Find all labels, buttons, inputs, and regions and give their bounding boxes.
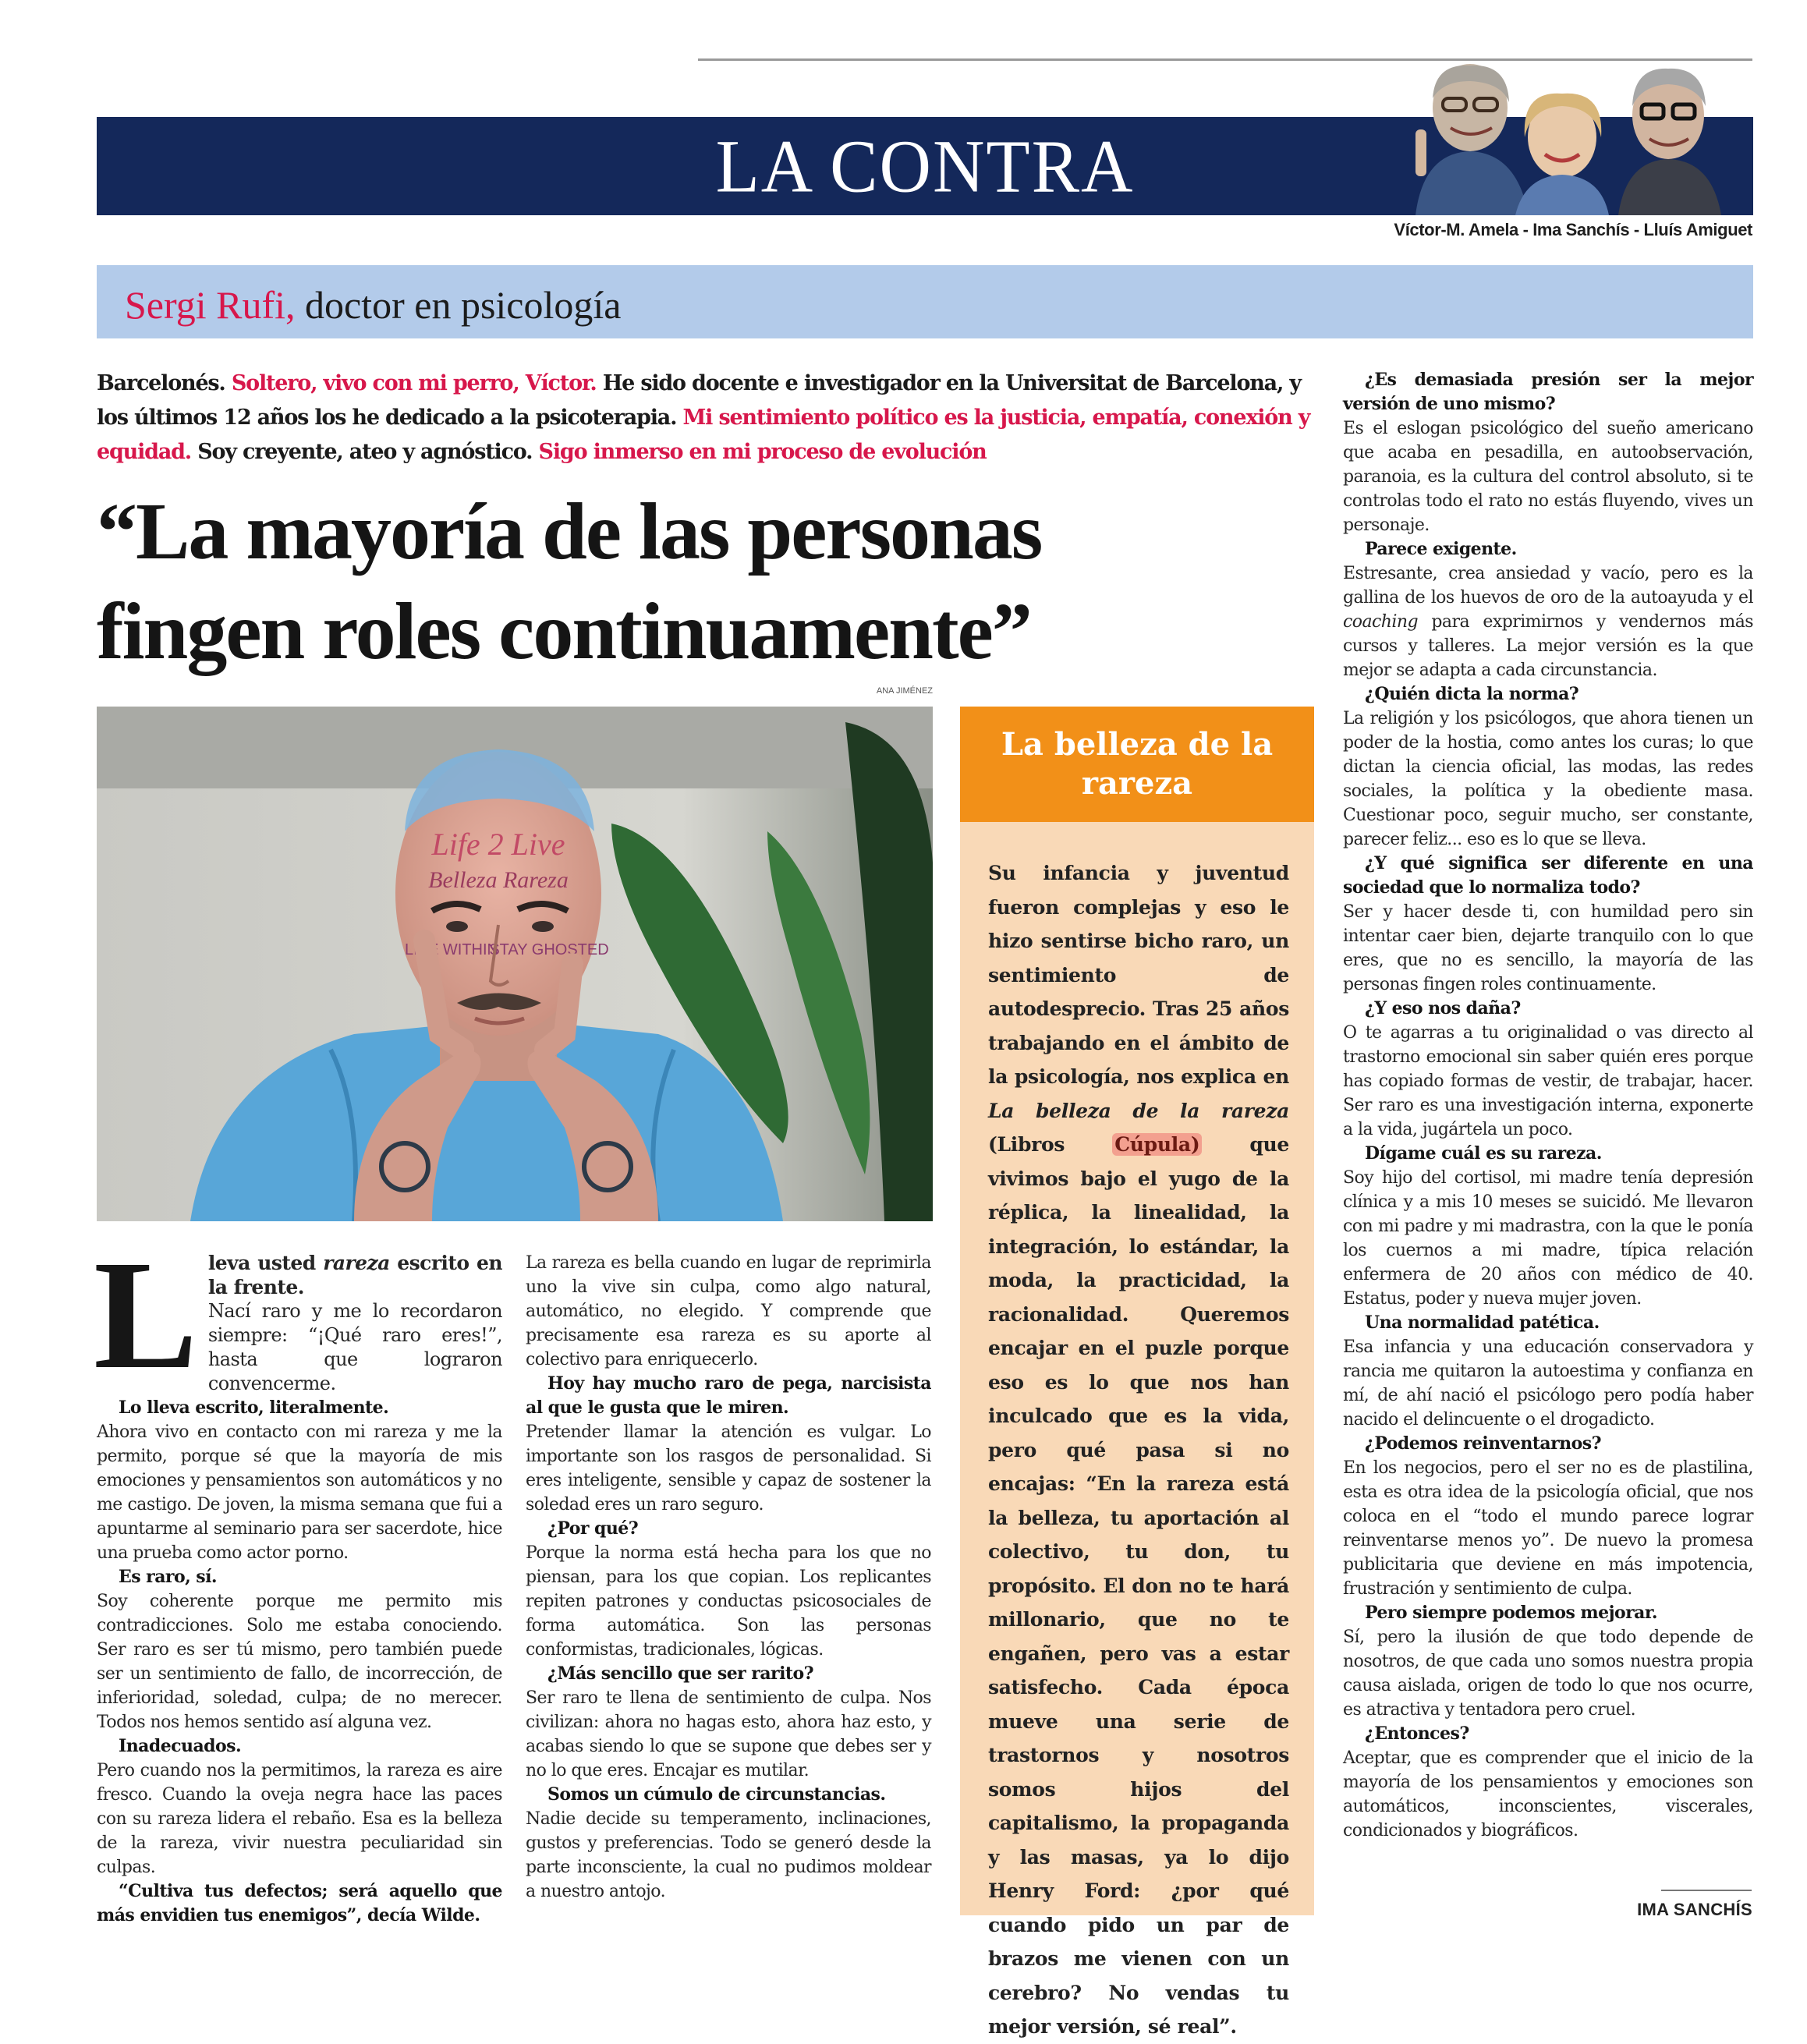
question: Parece exigente. <box>1365 539 1517 559</box>
answer-emphasis: coaching <box>1343 612 1419 632</box>
sidebar-text: Su infancia y juventud fueron complejas y eso le hizo sentirse bicho raro, un sentimiento de autodesprecio. Tras 25 años trabajando en el ámbito de la psicología, nos explica en <box>988 862 1289 1088</box>
answer: La rareza es bella cuando en lugar de reprimirla uno la vive sin culpa, como algo natural, automático, no elegido. Y comprende que precisamente esa rareza es su aporte al colectivo para enriquecerlo. <box>526 1253 931 1369</box>
answer: Esa infancia y una educación conservadora y rancia me quitaron la autoestima y confianza en mí, de ahí nació el psicólogo pero podía haber nacido el delincuente o el drogadicto. <box>1343 1337 1753 1429</box>
lead-question-text: leva usted <box>207 1252 324 1274</box>
end-rule <box>1661 1890 1752 1891</box>
answer: Aceptar, que es comprender que el inicio de la mayoría de los pensamientos y emociones son automáticos, inconscientes, viscerales, condicionados y biográficos. <box>1343 1748 1753 1840</box>
bio-segment: He sido docente e investigador en la Universitat de Barcelona, y los últimos 12 años los he dedicado a la psicoterapia. <box>97 371 1301 430</box>
question: Somos un cúmulo de circunstancias. <box>547 1784 886 1805</box>
question: Lo lleva escrito, literalmente. <box>119 1398 389 1418</box>
question: ¿Más sencillo que ser rarito? <box>547 1663 813 1684</box>
question: Dígame cuál es su rareza. <box>1365 1143 1602 1164</box>
tattoo-text: Belleza Rareza <box>428 867 569 893</box>
subject-bar <box>97 265 1753 338</box>
subject-bio <box>97 367 1321 469</box>
interview-column-3 <box>1343 368 1753 1843</box>
question: ¿Podemos reinventarnos? <box>1365 1433 1601 1454</box>
publisher-highlight: Cúpula) <box>1112 1133 1202 1156</box>
tattoo-text: STAY GHOSTED <box>489 941 609 958</box>
question: ¿Entonces? <box>1365 1723 1469 1744</box>
columnists-byline: Víctor-M. Amela - Ima Sanchís - Lluís Amiguet <box>1394 220 1752 239</box>
subject-heading <box>125 282 621 328</box>
drop-cap: L <box>94 1229 197 1401</box>
bio-segment: Soy creyente, ateo y agnóstico. <box>197 440 539 464</box>
columnists-photo <box>1369 59 1751 215</box>
answer: Sí, pero la ilusión de que todo depende de nosotros, de que cada uno somos nuestra propia causa aislada, origen de todo lo que nos ocurre, es atractiva y tentadora pero cruel. <box>1343 1628 1753 1720</box>
subject-name: Sergi Rufi, <box>125 283 296 327</box>
question: ¿Por qué? <box>547 1518 639 1539</box>
answer: En los negocios, pero el ser no es de plastilina, esta es otra idea de la psicología oficial, que nos coloca en el “todo el mundo parece lograr reinventarse menos yo”. De nuevo la promesa publicitaria que deviene en más impotencia, frustración y sentimiento de culpa. <box>1343 1458 1753 1599</box>
sidebar-title: La belleza de la rareza <box>960 707 1314 822</box>
article-headline <box>97 482 1267 682</box>
answer: Ser y hacer desde ti, con humildad pero sin intentar caer bien, dejarte tranquilo con lo que eres, que no es sencillo, la mayoría de las personas fingen roles continuamente. <box>1343 902 1753 994</box>
answer-text: Estresante, crea ansiedad y vacío, pero es la gallina de los huevos de oro de la autoayuda y el <box>1343 564 1753 608</box>
portrait-photo <box>97 707 933 1221</box>
lead-answer: Nací raro y me lo recordaron siempre: “¡Qué raro eres!”, hasta que lograron convencerme. <box>207 1300 502 1394</box>
bio-segment-highlight: Soltero, vivo con mi perro, Víctor. <box>231 371 603 395</box>
question: ¿Quién dicta la norma? <box>1365 684 1579 704</box>
lead-question-emphasis: rareza <box>323 1252 390 1274</box>
tattoo-text: LIVE WITHIN <box>404 941 499 958</box>
answer: Pero cuando nos la permitimos, la rareza es aire fresco. Cuando la oveja negra hace las paces con su rareza lidera el rebaño. Esa es la belleza de la rareza, vivir nuestra peculiaridad sin culpas. <box>97 1761 502 1877</box>
author-signature: IMA SANCHÍS <box>1637 1900 1752 1919</box>
answer: Ahora vivo en contacto con mi rareza y me la permito, porque sé que la mayoría de mis emociones y pensamientos son automáticos y no me castigo. De joven, la misma semana que fui a apuntarme al seminario para ser sacerdote, hice una prueba como actor porno. <box>97 1422 502 1563</box>
bio-segment-highlight: Mi sentimiento político es la justicia, empatía, conexión y equidad. <box>97 406 1310 464</box>
sidebar-text: (Libros <box>988 1133 1113 1156</box>
answer: Ser raro te llena de sentimiento de culpa. Nos civilizan: ahora no hagas esto, ahora haz esto, y acabas siendo lo que se supone que debes ser y no lo que eres. Encajar es mutilar. <box>526 1688 931 1780</box>
question: “Cultiva tus defectos; será aquello que más envidien tus enemigos”, decía Wilde. <box>97 1881 502 1925</box>
sidebar-text: que vivimos bajo el yugo de la réplica, la linealidad, la integración, lo estándar, la moda, la practicidad, la racionalidad. Queremos encajar en el puzle porque eso es lo que nos han inculcado que es la vida, pero qué pasa si no encajas: “En la rareza está la belleza, tu aportación al colectivo, tu don, tu propósito. El don no te hará millonario, que no te engañen, pero vas a estar satisfecho. Cada época mueve una serie de trastornos y nosotros somos hijos del capitalismo, la propaganda y las masas, ya lo dijo Henry Ford: ¿por qué cuando pido un par de brazos me vienen con un cerebro? No vendas tu mejor versión, sé real”. <box>988 1133 1289 2038</box>
question: Es raro, sí. <box>119 1567 218 1587</box>
section-title: LA CONTRA <box>715 124 1135 208</box>
question: ¿Es demasiada presión ser la mejor versión de uno mismo? <box>1343 370 1753 414</box>
interview-column-2 <box>526 1251 931 1904</box>
headline-line-2: fingen roles continuamente” <box>97 586 1031 676</box>
question: Una normalidad patética. <box>1365 1312 1600 1333</box>
tattoo-text: Life 2 Live <box>431 827 565 862</box>
question: ¿Y eso nos daña? <box>1365 998 1521 1018</box>
question: Pero siempre podemos mejorar. <box>1365 1603 1657 1623</box>
photo-credit: ANA JIMÉNEZ <box>876 686 933 696</box>
answer: Pretender llamar la atención es vulgar. Lo importante son los rasgos de personalidad. Si eres inteligente, sensible y capaz de sostener la soledad eres un raro seguro. <box>526 1422 931 1514</box>
headline-line-1: “La mayoría de las personas <box>97 487 1042 576</box>
answer: Es el eslogan psicológico del sueño americano que acaba en pesadilla, en autoobservación, paranoia, es la cultura del control absoluto, si te controlas todo el rato no estás fluyendo, vives un personaje. <box>1343 419 1753 535</box>
answer: Soy coherente porque me permito mis contradicciones. Solo me estaba conociendo. Ser raro es ser tú mismo, pero también puede ser un sentimiento de fallo, de incorrección, de inferioridad, soledad, culpa; de no merecer. Todos nos hemos sentido así alguna vez. <box>97 1592 502 1732</box>
question: ¿Y qué significa ser diferente en una sociedad que lo normaliza todo? <box>1343 853 1753 898</box>
sidebar-box <box>960 707 1314 2038</box>
bio-segment-highlight: Sigo inmerso en mi proceso de evolución <box>538 440 987 464</box>
answer: La religión y los psicólogos, que ahora tienen un poder de la hostia, como antes los curas; lo que dictan la ciencia oficial, las modas, las redes sociales, la política y la obediente masa. Cuestionar poco, seguir mucho, ser constante, parecer feliz... eso es lo que se lleva. <box>1343 709 1753 849</box>
answer: Nadie decide su temperamento, inclinaciones, gustos y preferencias. Todo se generó desde la parte inconsciente, la cual no pudimos moldear a nuestro antojo. <box>526 1809 931 1901</box>
subject-role: doctor en psicología <box>305 283 622 327</box>
question: Hoy hay mucho raro de pega, narcisista al que le gusta que le miren. <box>526 1373 931 1418</box>
sidebar-body <box>988 856 1289 2044</box>
lead-question-text: escrito en la frente. <box>207 1252 502 1298</box>
question: Inadecuados. <box>119 1736 242 1756</box>
answer: O te agarras a tu originalidad o vas directo al trastorno emocional sin saber quién eres porque has copiado formas de vestir, de trabajar, hacer. Ser raro es una investigación interna, exponerte a la vida, jugártela un poco. <box>1343 1023 1753 1139</box>
answer: Porque la norma está hecha para los que no piensan, para los que copian. Los replicantes repiten patrones y conductas psicosociales de forma automática. Son las personas conformistas, tradicionales, lógicas. <box>526 1543 931 1660</box>
answer-text: para exprimirnos y vendernos más cursos y talleres. La mejor versión es la que mejor se adapta a cada circunstancia. <box>1343 612 1753 680</box>
answer: Soy hijo del cortisol, mi madre tenía depresión clínica y a mis 10 meses se suicidó. Me llevaron con mi padre y mi madrastra, con la que le ponía los cuernos a mi madre, típica relación enfermera de 20 años con médico de 40. Estatus, poder y nueva mujer joven. <box>1343 1168 1753 1309</box>
answer <box>1343 561 1753 682</box>
interview-column-1 <box>94 1229 502 1928</box>
book-title: La belleza de la rareza <box>988 1099 1289 1122</box>
bio-segment: Barcelonés. <box>97 371 232 395</box>
